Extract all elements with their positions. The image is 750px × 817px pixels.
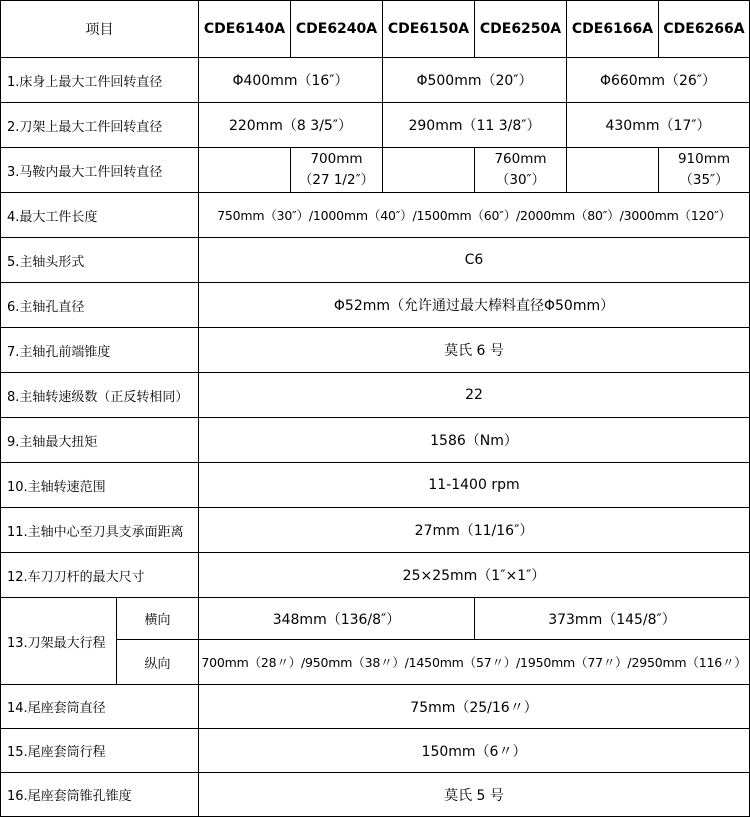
- empty-cell: [383, 148, 475, 193]
- empty-cell: [199, 148, 291, 193]
- value-line: （35″）: [679, 172, 729, 188]
- table-row: [1, 508, 750, 553]
- row-value: Φ500mm（20″）: [383, 58, 567, 103]
- row-value: 22: [199, 373, 750, 418]
- row-label: 8.主轴转速级数（正反转相同）: [1, 373, 199, 418]
- header-model-cde6240a: CDE6240A: [291, 1, 383, 58]
- row-value: 220mm（8 3/5″）: [199, 103, 383, 148]
- row-value: 700mm（28〃）/950mm（38〃）/1450mm（57〃）/1950mm（77〃）/2950mm（116〃）: [199, 640, 750, 685]
- row-value: [291, 148, 383, 193]
- row-label: 4.最大工件长度: [1, 193, 199, 238]
- header-model-cde6166a: CDE6166A: [567, 1, 659, 58]
- row-label: 6.主轴孔直径: [1, 283, 199, 328]
- row-value: Φ660mm（26″）: [567, 58, 750, 103]
- value-line: （30″）: [495, 172, 546, 188]
- row-label: 2.刀架上最大工件回转直径: [1, 103, 199, 148]
- row-label: 14.尾座套筒直径: [1, 685, 199, 729]
- header-model-cde6266a: CDE6266A: [659, 1, 750, 58]
- sub-label-longitudinal: 纵向: [117, 640, 199, 685]
- table-row: [1, 373, 750, 418]
- row-value: 11-1400 rpm: [199, 463, 750, 508]
- row-value: 莫氏 5 号: [199, 773, 750, 817]
- row-value: 750mm（30″）/1000mm（40″）/1500mm（60″）/2000mm（80″）/3000mm（120″）: [199, 193, 750, 238]
- row-label: 3.马鞍内最大工件回转直径: [1, 148, 199, 193]
- row-label: 10.主轴转速范围: [1, 463, 199, 508]
- header-model-cde6150a: CDE6150A: [383, 1, 475, 58]
- empty-cell: [567, 148, 659, 193]
- table-row: [1, 238, 750, 283]
- row-value: 348mm（136/8″）: [199, 598, 475, 640]
- row-label: 11.主轴中心至刀具支承面距离: [1, 508, 199, 553]
- row-value: [659, 148, 750, 193]
- table-row: [1, 685, 750, 729]
- row-label: 12.车刀刀杆的最大尺寸: [1, 553, 199, 598]
- row-value: 290mm（11 3/8″）: [383, 103, 567, 148]
- row-value: 150mm（6〃）: [199, 729, 750, 773]
- table-row: [1, 463, 750, 508]
- value-line: （27 1/2″）: [298, 172, 375, 188]
- row-label: 9.主轴最大扭矩: [1, 418, 199, 463]
- row-value: 27mm（11/16″）: [199, 508, 750, 553]
- row-value: 75mm（25/16〃）: [199, 685, 750, 729]
- table-row: [1, 58, 750, 103]
- row-label: 5.主轴头形式: [1, 238, 199, 283]
- row-value: 25×25mm（1″×1″）: [199, 553, 750, 598]
- table-row: [1, 773, 750, 817]
- header-model-cde6140a: CDE6140A: [199, 1, 291, 58]
- table-row: [1, 729, 750, 773]
- table-row: [1, 418, 750, 463]
- row-label: 16.尾座套筒锥孔锥度: [1, 773, 199, 817]
- table-row: [1, 553, 750, 598]
- row-value: Φ400mm（16″）: [199, 58, 383, 103]
- table-row: [1, 193, 750, 238]
- row-label: 15.尾座套筒行程: [1, 729, 199, 773]
- row-label: 1.床身上最大工件回转直径: [1, 58, 199, 103]
- row-value: 430mm（17″）: [567, 103, 750, 148]
- header-item-label: 项目: [1, 1, 199, 58]
- sub-label-transverse: 横向: [117, 598, 199, 640]
- row-value: 373mm（145/8″）: [475, 598, 750, 640]
- table-row: [1, 148, 750, 193]
- table-row: [1, 598, 750, 640]
- table-row: [1, 328, 750, 373]
- row-value: 1586（Nm）: [199, 418, 750, 463]
- row-value: C6: [199, 238, 750, 283]
- row-value: 莫氏 6 号: [199, 328, 750, 373]
- value-line: 910mm: [677, 151, 731, 167]
- row-value: [475, 148, 567, 193]
- value-line: 700mm: [310, 151, 363, 167]
- header-model-cde6250a: CDE6250A: [475, 1, 567, 58]
- table-row: [1, 283, 750, 328]
- row-label: 7.主轴孔前端锥度: [1, 328, 199, 373]
- header-row: [1, 1, 750, 58]
- value-line: 760mm: [494, 151, 547, 167]
- table-row: [1, 103, 750, 148]
- row-label: 13.刀架最大行程: [1, 598, 117, 685]
- row-value: Φ52mm（允许通过最大棒料直径Φ50mm）: [199, 283, 750, 328]
